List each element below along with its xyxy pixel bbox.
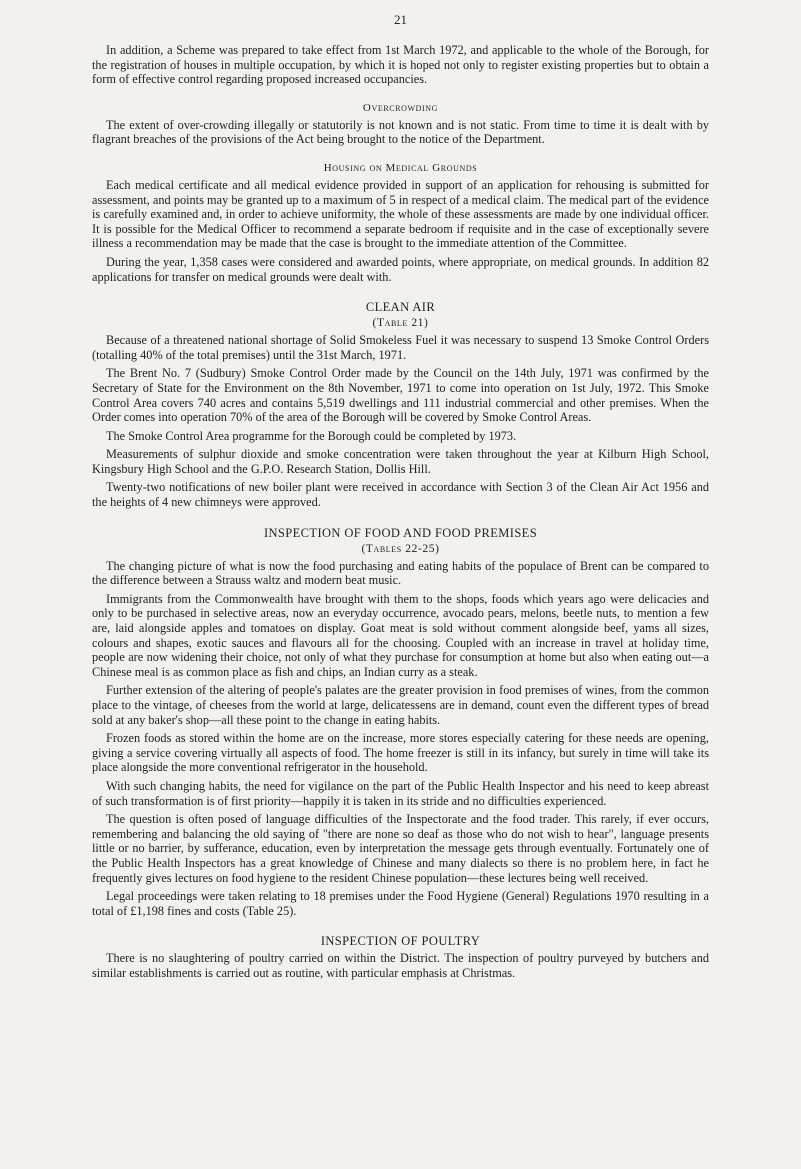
clean-air-paragraph-5: Twenty-two notifications of new boiler plant were received in accordance with Section 3 of the Clean Air Act 1956 and the heights of 4 new chimneys were approved. (92, 480, 709, 510)
food-paragraph-1: The changing picture of what is now the food purchasing and eating habits of the populace of Brent can be compared to the difference between a Strauss waltz and modern beat music. (92, 558, 709, 588)
food-inspection-heading: INSPECTION OF FOOD AND FOOD PREMISES (263, 525, 538, 540)
food-paragraph-3: Further extension of the altering of people's palates are the greater provision in food premises of wines, from the common place to the vintage, of cheeses from the world at large, delicatessens are in demand, count even the different types of bread sold at any baker's shop—all these point to the change in eating habits. (92, 683, 709, 727)
clean-air-heading: CLEAN AIR (365, 300, 436, 315)
clean-air-paragraph-2: The Brent No. 7 (Sudbury) Smoke Control Order made by the Council on the 14th July, 1971 was confirmed by the Secretary of State for the Environment on the 8th November, 1971 to come into operation on 1st July, 1972. This Smoke Control Area covers 740 acres and contains 5,519 dwellings and 111 industrial commercial and other premises. When the Order comes into operation 70% of the area of the Borough will be covered by Smoke Control Areas. (92, 366, 709, 425)
food-inspection-table-ref: (Tables 22-25) (361, 542, 440, 555)
housing-medical-paragraph-2: During the year, 1,358 cases were considered and awarded points, where appropriate, on medical grounds. In addition 82 applications for transfer on medical grounds were dealt with. (92, 254, 709, 284)
food-paragraph-7: Legal proceedings were taken relating to 18 premises under the Food Hygiene (General) Regulations 1970 resulting in a total of £1,198 fines and costs (Table 25). (92, 889, 709, 918)
clean-air-paragraph-3: The Smoke Control Area programme for the Borough could be completed by 1973. (106, 428, 517, 443)
food-paragraph-6: The question is often posed of language difficulties of the Inspectorate and the food trader. This rarely, if ever occurs, remembering and balancing the old saying of "there are none so deaf as those who do not wish to hear", language presents little or no barrier, by sufferance, education, even by interpretation the message gets through eventually. Fortunately one of the Public Health Inspectors has a great knowledge of Chinese and many dialects so there is no problem here, in fact he frequently gives lectures on food hygiene to the resident Chinese population—these lectures being well received. (92, 812, 709, 885)
housing-medical-paragraph-1: Each medical certificate and all medical evidence provided in support of an application for rehousing is submitted for assessment, and points may be granted up to a maximum of 5 in respect of a medical claim. The medical part of the evidence is carefully examined and, in order to achieve uniformity, the whole of these assessments are made by one individual officer. It is possible for the Medical Officer to recommend a separate bedroom if requisite and in the case of exceptionally severe illness a recommendation may be made that the case is brought to the immediate attention of the Committee. (92, 177, 709, 251)
poultry-inspection-heading: INSPECTION OF POULTRY (320, 934, 481, 949)
poultry-paragraph: There is no slaughtering of poultry carried on within the District. The inspection of poultry purveyed by butchers and similar establishments is carried out as routine, with particular emphasis at Christmas. (92, 951, 709, 980)
housing-medical-heading: Housing on Medical Grounds (323, 161, 478, 174)
food-paragraph-5: With such changing habits, the need for vigilance on the part of the Public Health Inspector and his need to keep abreast of such transformation is of first priority—happily it is taken in its stride and no difficulties experienced. (92, 778, 709, 808)
overcrowding-paragraph: The extent of over-crowding illegally or statutorily is not known and is not static. From time to time it is dealt with by flagrant breaches of the provisions of the Act being brought to the notice of the Department. (92, 117, 709, 147)
food-paragraph-4: Frozen foods as stored within the home are on the increase, more stores especially catering for these needs are opening, giving a service covering virtually all aspects of food. The home freezer is still in its infancy, but surely in time will take its place alongside the more conventional refrigerator in the household. (92, 731, 709, 775)
page-number: 21 (394, 12, 407, 27)
clean-air-paragraph-1: Because of a threatened national shortage of Solid Smokeless Fuel it was necessary to suspend 13 Smoke Control Orders (totalling 40% of the total premises) until the 31st March, 1971. (92, 333, 709, 362)
clean-air-table-ref: (Table 21) (372, 317, 429, 330)
intro-paragraph: In addition, a Scheme was prepared to take effect from 1st March 1972, and applicable to the whole of the Borough, for the registration of houses in multiple occupation, by which it is hoped not only to register existing properties but to obtain a form of effective control regarding proposed increased occupancies. (92, 43, 709, 87)
food-paragraph-2: Immigrants from the Commonwealth have brought with them to the shops, foods which years ago were delicacies and only to be purchased in selective areas, now an everyday occurrence, avocado pears, melons, beetle nuts, to mention a few are, laid alongside apples and tomatoes on display. Goat meat is sold without comment alongside beef, yams all sizes, colours and shapes, exotic sauces and flavours all for the choosing. Coupled with an increase in travel at holiday time, people are now widening their choice, not only of what they purchase for consumption at home but also when eating out—a Chinese meal is as common place as fish and chips, an Indian curry as a steak. (92, 591, 709, 679)
overcrowding-heading: Overcrowding (362, 101, 439, 114)
clean-air-paragraph-4: Measurements of sulphur dioxide and smoke concentration were taken throughout the year at Kilburn High School, Kingsbury High School and the G.P.O. Research Station, Dollis Hill. (92, 447, 709, 476)
